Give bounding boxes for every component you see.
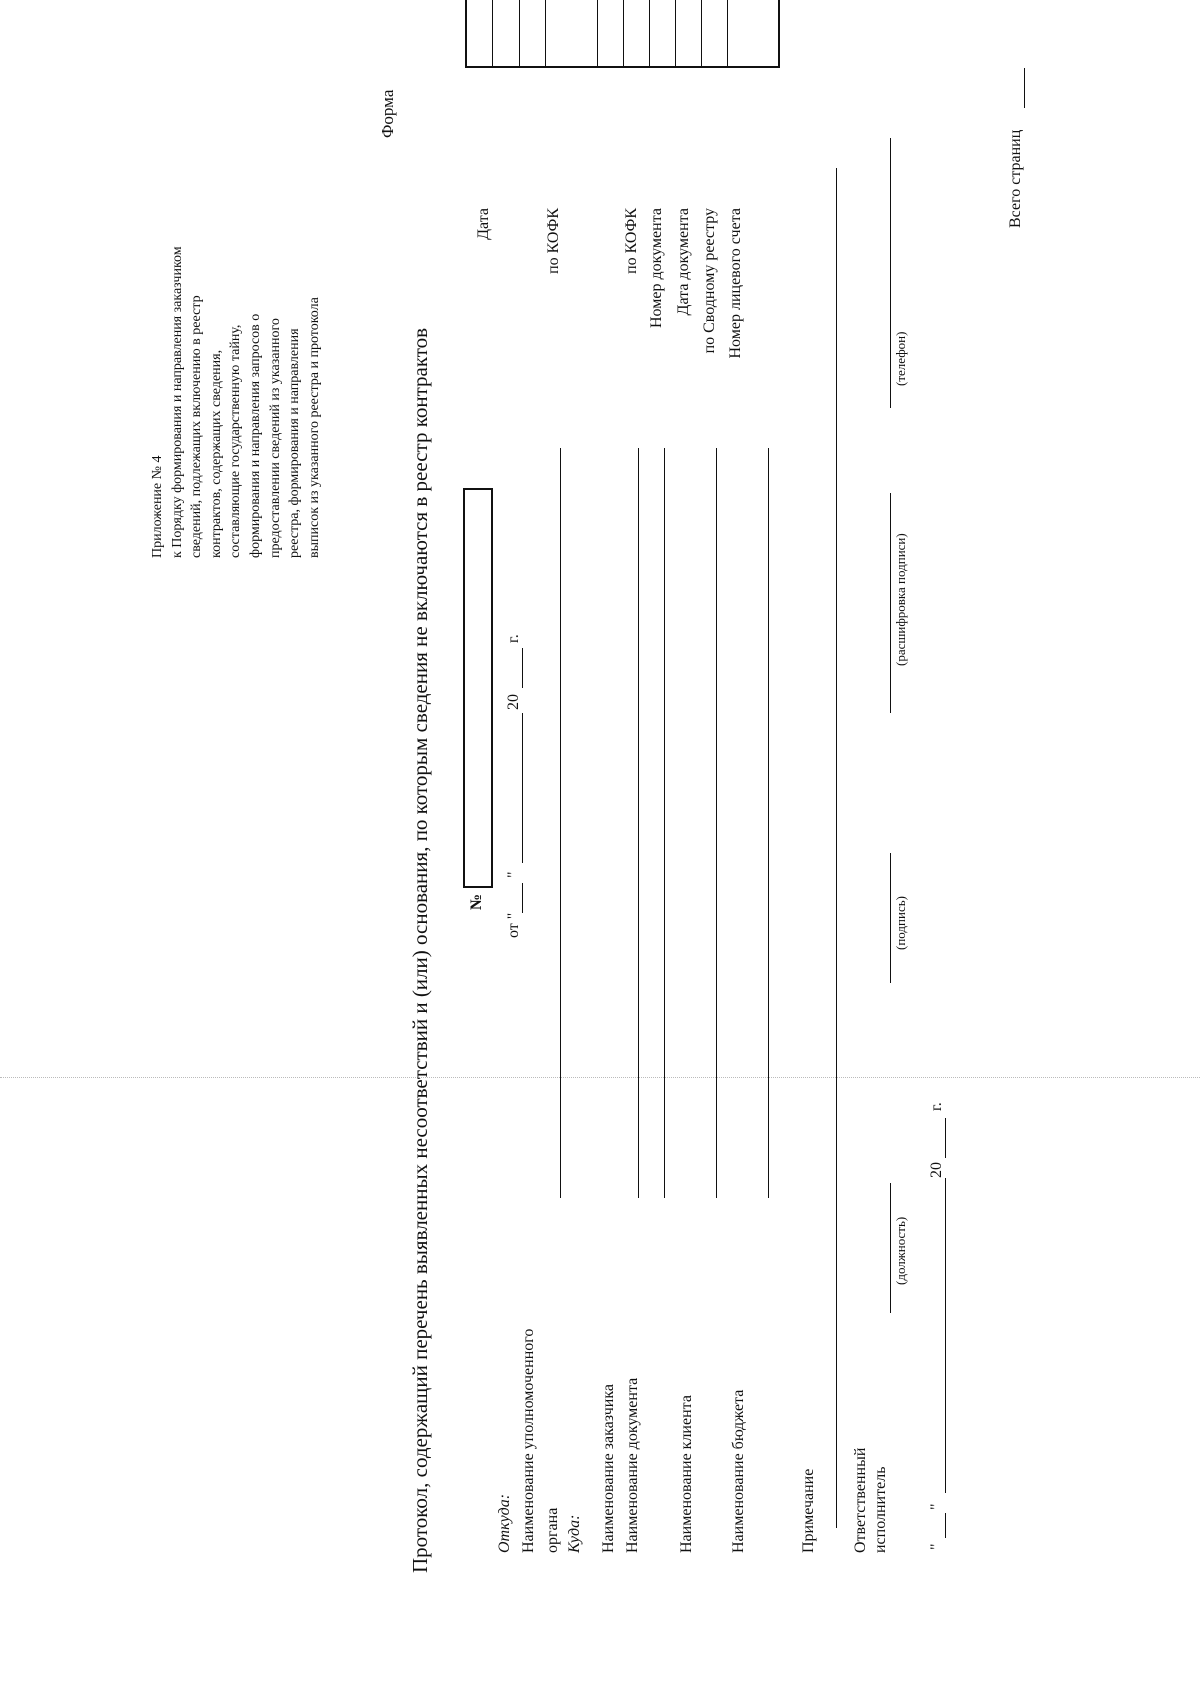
customer-label: Наименование заказчика — [600, 1384, 617, 1553]
decoding-caption: (расшифровка подписи) — [893, 533, 908, 666]
total-pages-field[interactable] — [1024, 68, 1025, 108]
codes-cell-account-number[interactable] — [727, 0, 778, 66]
codes-table — [465, 0, 780, 68]
signature-line[interactable] — [890, 853, 891, 983]
codes-label-kofk: по КОФК — [545, 208, 562, 274]
codes-cell-date[interactable] — [492, 0, 520, 66]
codes-label-kofk-2: по КОФК — [623, 208, 640, 274]
appendix-line: сведений, подлежащих включению в реестр — [189, 295, 205, 558]
codes-label-date: Дата — [475, 208, 492, 240]
bottom-date-month-line[interactable] — [945, 1178, 946, 1493]
bottom-date-open-quote: " — [928, 1543, 945, 1550]
date-suffix: г. — [505, 634, 522, 643]
codes-label-doc-date: Дата документа — [675, 208, 692, 316]
appendix-line: контрактов, содержащих сведения, — [208, 349, 224, 558]
date-day-line[interactable] — [522, 883, 523, 913]
codes-header — [467, 0, 493, 66]
note-field[interactable] — [836, 168, 837, 1528]
budget-label: Наименование бюджета — [730, 1389, 747, 1553]
total-pages-label: Всего страниц — [1007, 129, 1024, 228]
budget-field[interactable] — [768, 448, 769, 1198]
codes-cell[interactable] — [597, 0, 624, 66]
signature-caption: (подпись) — [893, 896, 908, 950]
note-label: Примечание — [800, 1468, 817, 1553]
bottom-date-suffix: г. — [928, 1102, 945, 1111]
appendix-line: составляющие государственную тайну, — [228, 324, 244, 558]
bottom-date-close-quote: " — [928, 1503, 945, 1510]
phone-line[interactable] — [890, 138, 891, 408]
date-month-line[interactable] — [522, 713, 523, 863]
position-caption: (должность) — [893, 1216, 908, 1285]
from-label: Откуда: — [496, 1493, 513, 1553]
codes-cell-kofk[interactable] — [545, 0, 598, 66]
date-from-prefix: от " — [505, 912, 522, 938]
codes-cell-summary-registry[interactable] — [701, 0, 728, 66]
bottom-date-year-line[interactable] — [945, 1118, 946, 1158]
number-field[interactable] — [463, 488, 493, 888]
position-line[interactable] — [890, 1183, 891, 1313]
page-title: Протокол, содержащий перечень выявленных несоответствий и (или) основания, по которым сведения не включаются в реестр контрактов — [408, 327, 432, 1573]
appendix-line: предоставлении сведений из указанного — [267, 318, 283, 558]
responsible-label-cont: исполнитель — [872, 1466, 889, 1553]
document-field[interactable] — [664, 448, 665, 1198]
responsible-label: Ответственный — [852, 1447, 869, 1553]
authority-label: Наименование уполномоченного — [520, 1328, 537, 1553]
appendix-line: к Порядку формирования и направления заказчиком — [169, 246, 185, 558]
codes-cell[interactable] — [519, 0, 546, 66]
codes-label-doc-number: Номер документа — [648, 208, 665, 329]
decoding-line[interactable] — [890, 493, 891, 713]
to-label: Куда: — [566, 1514, 583, 1553]
authority-field[interactable] — [560, 448, 561, 1198]
appendix-note — [148, 138, 324, 558]
client-label: Наименование клиента — [678, 1395, 695, 1553]
bottom-date-day-line[interactable] — [945, 1513, 946, 1538]
codes-label-account-number: Номер лицевого счета — [727, 208, 744, 359]
date-year-prefix: 20 — [505, 694, 522, 710]
customer-field[interactable] — [638, 448, 639, 1198]
fold-line — [0, 1077, 1200, 1078]
form-label: Форма — [378, 89, 397, 138]
appendix-line: формирования и направления запросов о — [247, 313, 263, 558]
phone-caption: (телефон) — [893, 331, 908, 386]
bottom-date-year-prefix: 20 — [928, 1162, 945, 1178]
document-label: Наименование документа — [624, 1377, 641, 1553]
number-label: № — [468, 893, 485, 910]
codes-label-summary-registry: по Сводному реестру — [701, 208, 718, 354]
client-field[interactable] — [716, 448, 717, 1198]
codes-cell-kofk-2[interactable] — [623, 0, 650, 66]
appendix-line: Приложение № 4 — [150, 455, 165, 558]
codes-cell-doc-number[interactable] — [649, 0, 676, 66]
authority-label-cont: органа — [544, 1507, 561, 1553]
appendix-line: выписок из указанного реестра и протокола — [306, 297, 322, 558]
codes-cell-doc-date[interactable] — [675, 0, 702, 66]
date-quote: " — [505, 871, 522, 878]
date-year-line[interactable] — [522, 648, 523, 688]
appendix-line: реестра, формирования и направления — [287, 328, 303, 558]
